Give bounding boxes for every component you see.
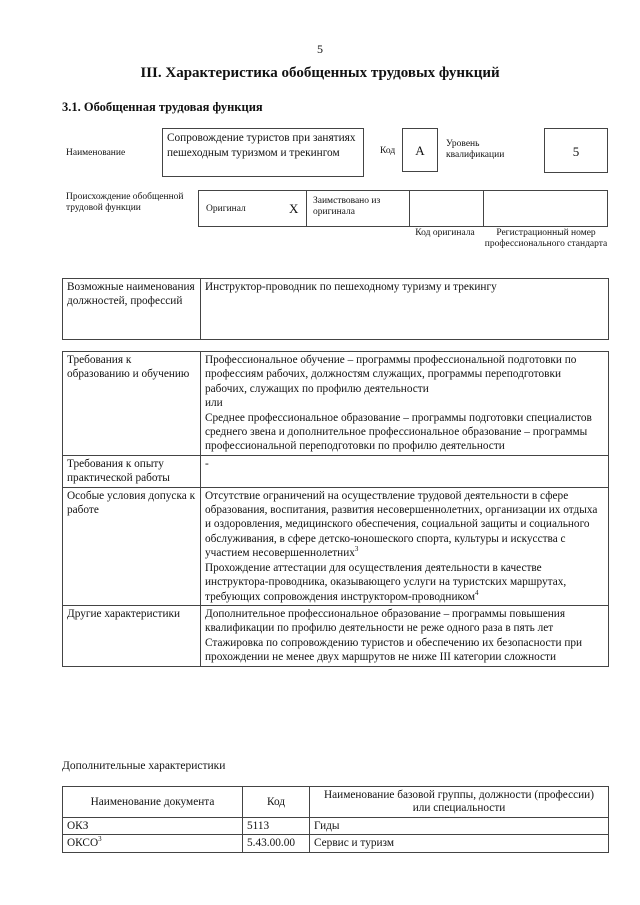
- req-line: Профессиональное обучение – программы профессиональной подготовки по профессиям рабочих, должностям служащих, программы переподготовки рабочих, служащих по профилю деятельности: [205, 354, 577, 395]
- req-line: Дополнительное профессиональное образование – программы повышения квалификации по профилю деятельности не реже одного раза в пять лет: [205, 607, 566, 635]
- reg-number-caption: Регистрационный номер профессионального стандарта: [484, 228, 608, 249]
- table-row-code: 5.43.00.00: [243, 835, 310, 852]
- header-group: Наименование базовой группы, должности (профессии) или специальности: [310, 787, 609, 818]
- req-line: Среднее профессиональное образование – программы подготовки специалистов среднего звена и дополнительное профессиональное образование – программы профессиональной переподготовки по профилю деятельности: [205, 411, 592, 453]
- subsection-title: 3.1. Обобщенная трудовая функция: [62, 100, 263, 114]
- req-experience-value: [201, 455, 609, 487]
- footnote-ref: 3: [98, 835, 102, 844]
- level-label: Уровень квалификации: [446, 139, 505, 160]
- table-row-name: Сервис и туризм: [310, 835, 609, 852]
- req-other-label: Другие характеристики: [63, 605, 201, 666]
- req-education-value: [201, 352, 609, 456]
- origin-label: Происхождение обобщенной трудовой функции: [66, 192, 184, 213]
- name-label: Наименование: [66, 148, 126, 158]
- req-line: [205, 489, 604, 561]
- original-mark: X: [289, 201, 299, 216]
- origin-box: [198, 190, 608, 227]
- divider: [409, 191, 410, 226]
- level-value: 5: [544, 128, 608, 173]
- additional-table: [62, 786, 609, 853]
- table-row-code: 5113: [243, 818, 310, 835]
- positions-table: [62, 278, 609, 340]
- name-value: Сопровождение туристов при занятиях пешеходным туризмом и трекингом: [162, 128, 364, 177]
- code-value: А: [402, 128, 438, 172]
- doc-name: ОКСО: [67, 837, 99, 850]
- divider: [306, 191, 307, 226]
- divider: [483, 191, 484, 226]
- doc-name: ОКЗ: [67, 820, 89, 832]
- req-admission-label: Особые условия допуска к работе: [63, 487, 201, 605]
- footnote-ref: 3: [354, 545, 359, 554]
- code-original-caption: Код оригинала: [415, 228, 475, 238]
- footnote-ref: 4: [475, 588, 479, 597]
- req-other-value: [201, 605, 609, 666]
- positions-value: Инструктор-проводник по пешеходному туризму и трекингу: [201, 279, 609, 340]
- positions-label: Возможные наименования должностей, профессий: [63, 279, 201, 340]
- requirements-table: [62, 351, 609, 667]
- additional-title: Дополнительные характеристики: [62, 760, 226, 772]
- req-line: [205, 561, 604, 604]
- code-label: Код: [380, 146, 396, 156]
- header-document: Наименование документа: [63, 787, 243, 818]
- req-line-text: Прохождение аттестации для осуществления деятельности в качестве инструктора-проводника, оказывающего услуги на туристских маршрутах, требующих сопровождения инструктором-проводником: [205, 561, 567, 603]
- table-row-doc: [63, 818, 243, 835]
- original-label: Оригинал: [206, 204, 246, 214]
- table-row-name: Гиды: [310, 818, 609, 835]
- table-row-doc: [63, 835, 243, 852]
- req-line: -: [205, 457, 209, 470]
- header-code: Код: [243, 787, 310, 818]
- req-education-label: Требования к образованию и обучению: [63, 352, 201, 456]
- page-number: 5: [317, 42, 323, 56]
- req-admission-value: [201, 487, 609, 605]
- section-title: III. Характеристика обобщенных трудовых функций: [140, 65, 500, 81]
- borrowed-label: Заимствовано из оригинала: [313, 196, 381, 217]
- req-line: или: [205, 397, 223, 410]
- req-line: Стажировка по сопровождению туристов и обеспечению их безопасности при прохождении не менее двух маршрутов не ниже III категории сложности: [205, 636, 583, 664]
- req-line-text: Отсутствие ограничений на осуществление трудовой деятельности в сфере образования, воспитания, развития несовершеннолетних, организации их отдыха и оздоровления, медицинского обеспечения, социальной защиты и социального обслуживания, в сфере детско-юношеского спорта, культуры и искусства с участием несовершеннолетних: [205, 489, 598, 560]
- req-experience-label: Требования к опыту практической работы: [63, 455, 201, 487]
